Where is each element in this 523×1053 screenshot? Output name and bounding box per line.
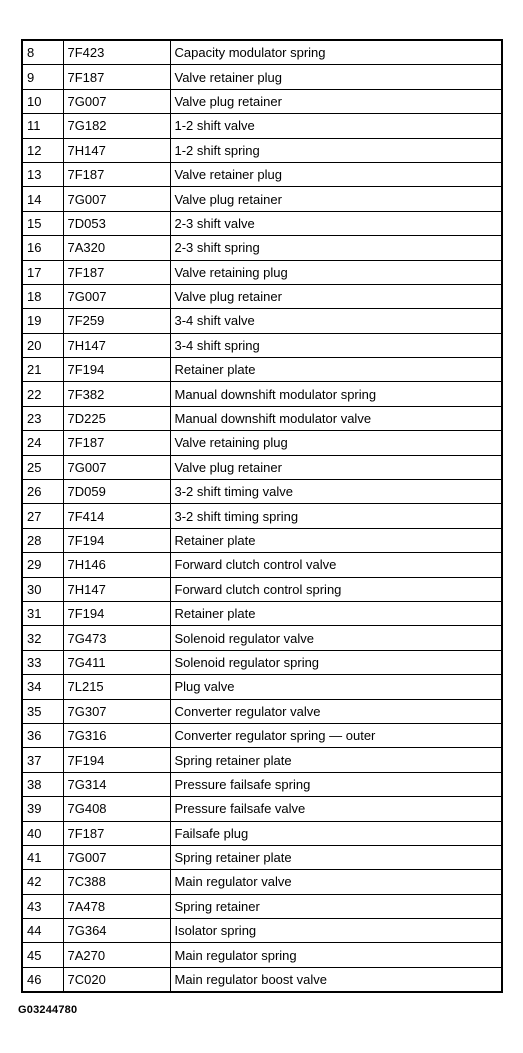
description-cell: Solenoid regulator valve <box>170 626 502 650</box>
table-row <box>22 504 502 528</box>
table-row <box>22 967 502 992</box>
table-row <box>22 40 502 65</box>
part-number-cell: 7G314 <box>63 772 170 796</box>
part-number-cell: 7D059 <box>63 480 170 504</box>
description-cell: Converter regulator valve <box>170 699 502 723</box>
table-row <box>22 650 502 674</box>
item-number-cell: 8 <box>22 40 63 65</box>
item-number-cell: 19 <box>22 309 63 333</box>
part-number-cell: 7G007 <box>63 455 170 479</box>
item-number-cell: 33 <box>22 650 63 674</box>
description-cell: Retainer plate <box>170 601 502 625</box>
item-number-cell: 24 <box>22 431 63 455</box>
description-cell: Forward clutch control spring <box>170 577 502 601</box>
table-row <box>22 358 502 382</box>
description-cell: Valve plug retainer <box>170 187 502 211</box>
item-number-cell: 22 <box>22 382 63 406</box>
part-number-cell: 7G408 <box>63 797 170 821</box>
figure-code: G03244780 <box>18 1004 78 1016</box>
description-cell: Manual downshift modulator spring <box>170 382 502 406</box>
part-number-cell: 7F194 <box>63 748 170 772</box>
table-row <box>22 236 502 260</box>
part-number-cell: 7H147 <box>63 577 170 601</box>
part-number-cell: 7H147 <box>63 138 170 162</box>
table-row <box>22 943 502 967</box>
description-cell: Pressure failsafe valve <box>170 797 502 821</box>
part-number-cell: 7G007 <box>63 284 170 308</box>
table-row <box>22 772 502 796</box>
item-number-cell: 15 <box>22 211 63 235</box>
table-row <box>22 845 502 869</box>
description-cell: Isolator spring <box>170 919 502 943</box>
item-number-cell: 14 <box>22 187 63 211</box>
description-cell: Retainer plate <box>170 358 502 382</box>
item-number-cell: 42 <box>22 870 63 894</box>
item-number-cell: 43 <box>22 894 63 918</box>
table-row <box>22 528 502 552</box>
part-number-cell: 7H146 <box>63 553 170 577</box>
table-row <box>22 601 502 625</box>
description-cell: 3-2 shift timing valve <box>170 480 502 504</box>
table-row <box>22 65 502 89</box>
description-cell: Main regulator spring <box>170 943 502 967</box>
item-number-cell: 29 <box>22 553 63 577</box>
item-number-cell: 13 <box>22 162 63 186</box>
description-cell: Valve plug retainer <box>170 455 502 479</box>
description-cell: 3-2 shift timing spring <box>170 504 502 528</box>
item-number-cell: 34 <box>22 675 63 699</box>
part-number-cell: 7G182 <box>63 114 170 138</box>
part-number-cell: 7F423 <box>63 40 170 65</box>
description-cell: Valve plug retainer <box>170 89 502 113</box>
part-number-cell: 7C020 <box>63 967 170 992</box>
item-number-cell: 21 <box>22 358 63 382</box>
table-row <box>22 333 502 357</box>
description-cell: Forward clutch control valve <box>170 553 502 577</box>
part-number-cell: 7F187 <box>63 821 170 845</box>
table-row <box>22 577 502 601</box>
item-number-cell: 26 <box>22 480 63 504</box>
description-cell: Plug valve <box>170 675 502 699</box>
item-number-cell: 16 <box>22 236 63 260</box>
description-cell: Spring retainer plate <box>170 845 502 869</box>
description-cell: Manual downshift modulator valve <box>170 406 502 430</box>
description-cell: Valve retainer plug <box>170 65 502 89</box>
item-number-cell: 31 <box>22 601 63 625</box>
item-number-cell: 9 <box>22 65 63 89</box>
description-cell: Failsafe plug <box>170 821 502 845</box>
item-number-cell: 40 <box>22 821 63 845</box>
part-number-cell: 7F194 <box>63 601 170 625</box>
item-number-cell: 11 <box>22 114 63 138</box>
description-cell: Valve retaining plug <box>170 431 502 455</box>
description-cell: 3-4 shift valve <box>170 309 502 333</box>
part-number-cell: 7G307 <box>63 699 170 723</box>
item-number-cell: 38 <box>22 772 63 796</box>
table-row <box>22 260 502 284</box>
part-number-cell: 7G007 <box>63 845 170 869</box>
parts-table <box>21 39 503 993</box>
item-number-cell: 30 <box>22 577 63 601</box>
item-number-cell: 39 <box>22 797 63 821</box>
table-row <box>22 187 502 211</box>
table-row <box>22 919 502 943</box>
description-cell: 2-3 shift valve <box>170 211 502 235</box>
table-row <box>22 406 502 430</box>
table-row <box>22 699 502 723</box>
item-number-cell: 27 <box>22 504 63 528</box>
part-number-cell: 7G007 <box>63 187 170 211</box>
item-number-cell: 28 <box>22 528 63 552</box>
item-number-cell: 18 <box>22 284 63 308</box>
part-number-cell: 7L215 <box>63 675 170 699</box>
item-number-cell: 44 <box>22 919 63 943</box>
description-cell: Valve retaining plug <box>170 260 502 284</box>
part-number-cell: 7D053 <box>63 211 170 235</box>
part-number-cell: 7F259 <box>63 309 170 333</box>
table-row <box>22 870 502 894</box>
part-number-cell: 7A270 <box>63 943 170 967</box>
description-cell: 1-2 shift valve <box>170 114 502 138</box>
description-cell: Solenoid regulator spring <box>170 650 502 674</box>
description-cell: Valve retainer plug <box>170 162 502 186</box>
item-number-cell: 25 <box>22 455 63 479</box>
part-number-cell: 7G007 <box>63 89 170 113</box>
description-cell: 3-4 shift spring <box>170 333 502 357</box>
table-row <box>22 723 502 747</box>
part-number-cell: 7F187 <box>63 162 170 186</box>
description-cell: Spring retainer <box>170 894 502 918</box>
part-number-cell: 7G364 <box>63 919 170 943</box>
part-number-cell: 7H147 <box>63 333 170 357</box>
table-row <box>22 284 502 308</box>
table-row <box>22 626 502 650</box>
item-number-cell: 17 <box>22 260 63 284</box>
part-number-cell: 7G316 <box>63 723 170 747</box>
part-number-cell: 7F187 <box>63 260 170 284</box>
item-number-cell: 20 <box>22 333 63 357</box>
item-number-cell: 32 <box>22 626 63 650</box>
item-number-cell: 46 <box>22 967 63 992</box>
description-cell: Pressure failsafe spring <box>170 772 502 796</box>
part-number-cell: 7F187 <box>63 431 170 455</box>
description-cell: Main regulator valve <box>170 870 502 894</box>
description-cell: Valve plug retainer <box>170 284 502 308</box>
description-cell: 1-2 shift spring <box>170 138 502 162</box>
part-number-cell: 7F187 <box>63 65 170 89</box>
description-cell: Main regulator boost valve <box>170 967 502 992</box>
table-row <box>22 748 502 772</box>
description-cell: Retainer plate <box>170 528 502 552</box>
part-number-cell: 7F194 <box>63 358 170 382</box>
table-row <box>22 455 502 479</box>
table-row <box>22 480 502 504</box>
table-row <box>22 211 502 235</box>
table-row <box>22 138 502 162</box>
table-row <box>22 675 502 699</box>
description-cell: Converter regulator spring — outer <box>170 723 502 747</box>
table-row <box>22 553 502 577</box>
part-number-cell: 7G473 <box>63 626 170 650</box>
parts-table-body <box>22 40 502 992</box>
part-number-cell: 7D225 <box>63 406 170 430</box>
part-number-cell: 7G411 <box>63 650 170 674</box>
table-row <box>22 89 502 113</box>
table-row <box>22 894 502 918</box>
table-row <box>22 821 502 845</box>
item-number-cell: 23 <box>22 406 63 430</box>
part-number-cell: 7A478 <box>63 894 170 918</box>
item-number-cell: 12 <box>22 138 63 162</box>
description-cell: Spring retainer plate <box>170 748 502 772</box>
description-cell: 2-3 shift spring <box>170 236 502 260</box>
item-number-cell: 35 <box>22 699 63 723</box>
table-row <box>22 431 502 455</box>
table-row <box>22 114 502 138</box>
table-row <box>22 162 502 186</box>
description-cell: Capacity modulator spring <box>170 40 502 65</box>
item-number-cell: 45 <box>22 943 63 967</box>
table-row <box>22 797 502 821</box>
item-number-cell: 36 <box>22 723 63 747</box>
part-number-cell: 7F382 <box>63 382 170 406</box>
part-number-cell: 7C388 <box>63 870 170 894</box>
item-number-cell: 41 <box>22 845 63 869</box>
item-number-cell: 10 <box>22 89 63 113</box>
table-row <box>22 309 502 333</box>
part-number-cell: 7F194 <box>63 528 170 552</box>
table-row <box>22 382 502 406</box>
item-number-cell: 37 <box>22 748 63 772</box>
part-number-cell: 7A320 <box>63 236 170 260</box>
part-number-cell: 7F414 <box>63 504 170 528</box>
